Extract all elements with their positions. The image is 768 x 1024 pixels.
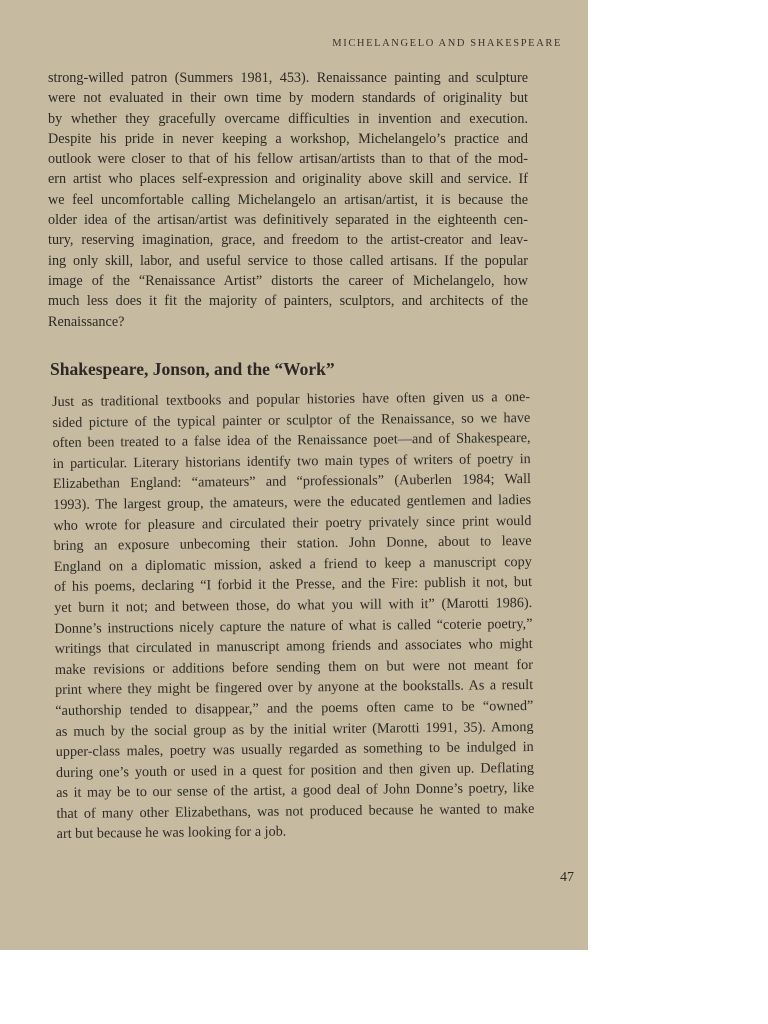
text-line: as much by the social group as by the initial writer (Marotti 1991, 35). Among: [55, 718, 534, 740]
text-line: of his poems, declaring “I forbid it the Presse, and the Fire: publish it not, but: [53, 574, 533, 596]
running-head: MICHELANGELO AND SHAKESPEARE: [332, 38, 562, 49]
text-line: much less does it fit the majority of painters, sculptors, and architects of the: [48, 293, 528, 310]
text-line: sided picture of the typical painter or sculptor of the Renaissance, so we have: [52, 409, 531, 431]
text-line: writings that circulated in manuscript among friends and associates who might: [54, 636, 533, 658]
page-number: 47: [560, 870, 574, 885]
text-line: were not evaluated in their own time by modern standards of originality but: [48, 90, 528, 107]
text-line: ern artist who places self-expression and originality above skill and service. If: [48, 171, 528, 188]
text-line: by whether they gracefully overcame difficulties in invention and execution.: [48, 110, 528, 127]
section-heading: Shakespeare, Jonson, and the “Work”: [50, 359, 335, 379]
text-line: outlook were closer to that of his fellow artisan/artists than to that of the mod-: [48, 151, 528, 168]
text-line: Renaissance?: [48, 313, 125, 330]
text-line: print where they might be fingered over by anyone at the bookstalls. As a result: [55, 677, 534, 699]
text-line: older idea of the artisan/artist was definitively separated in the eighteenth cen-: [48, 212, 528, 229]
paragraph-1: [48, 68, 528, 332]
text-line: England on a diplomatic mission, asked a friend to keep a manuscript copy: [53, 553, 532, 575]
text-line: who wrote for pleasure and circulated their poetry privately since print would: [53, 512, 532, 534]
text-line: art but because he was looking for a job.: [56, 824, 287, 843]
text-line: yet burn it not; and between those, do what you will with it” (Marotti 1986).: [54, 594, 533, 616]
text-line: Just as traditional textbooks and popular histories have often given us a one-: [52, 388, 531, 410]
text-line: bring an exposure unbecoming their station. John Donne, about to leave: [53, 533, 532, 555]
text-line: in particular. Literary historians identify two main types of writers of poetry in: [52, 450, 531, 472]
text-line: ing only skill, labor, and useful service to those called artisans. If the popular: [48, 252, 528, 269]
text-line: “authorship tended to disappear,” and the poems often came to be “owned”: [55, 697, 534, 719]
text-line: image of the “Renaissance Artist” distorts the career of Michelangelo, how: [48, 272, 528, 289]
text-line: as it may be to our sense of the artist, a good deal of John Donne’s poetry, like: [56, 780, 535, 802]
text-line: we feel uncomfortable calling Michelangelo an artisan/artist, it is because the: [48, 191, 528, 208]
text-line: upper-class males, poetry was usually regarded as something to be indulged in: [55, 739, 534, 761]
text-line: that of many other Elizabethans, was not produced because he wanted to make: [56, 800, 535, 822]
text-line: Despite his pride in never keeping a workshop, Michelangelo’s practice and: [48, 130, 528, 147]
text-line: make revisions or additions before sending them on but were not meant for: [54, 656, 533, 678]
text-line: Elizabethan England: “amateurs” and “professionals” (Auberlen 1984; Wall: [52, 471, 532, 493]
text-line: tury, reserving imagination, grace, and freedom to the artist-creator and leav-: [48, 232, 528, 249]
text-line: often been treated to a false idea of the Renaissance poet—and of Shakespeare,: [52, 430, 531, 452]
text-line: strong-willed patron (Summers 1981, 453). Renaissance painting and sculpture: [48, 70, 528, 86]
text-line: 1993). The largest group, the amateurs, were the educated gentlemen and ladies: [53, 491, 532, 513]
paragraph-2: [52, 387, 535, 845]
text-line: Donne’s instructions nicely capture the nature of what is called “coterie poetry,”: [54, 615, 533, 637]
text-line: during one’s youth or used in a quest for position and then given up. Deflating: [55, 759, 535, 781]
